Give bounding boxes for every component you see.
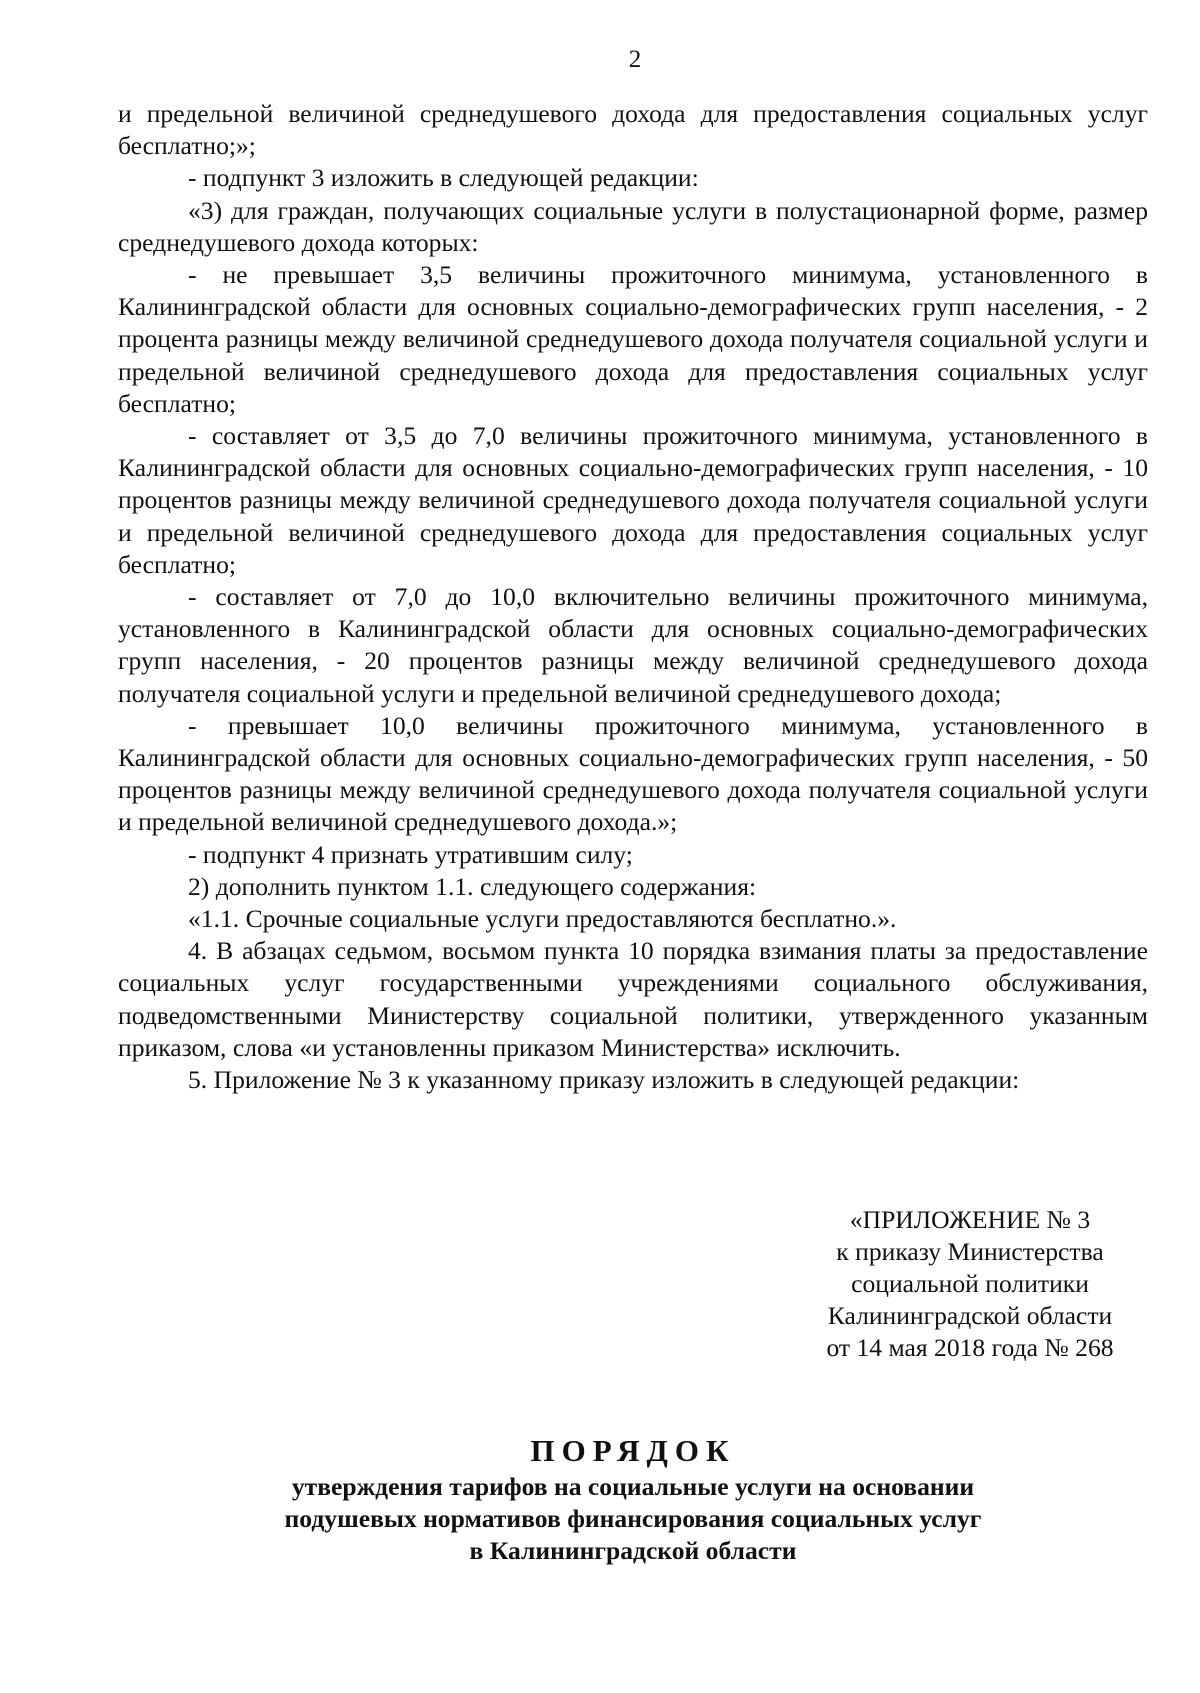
- paragraph: 5. Приложение № 3 к указанному приказу изложить в следующей редакции:: [188, 1065, 1020, 1095]
- appendix-date: от 14 мая 2018 года № 268: [826, 1333, 1114, 1362]
- subtitle-line: подушевых нормативов финансирования социальных услуг: [284, 1504, 982, 1533]
- paragraph: и предельной величиной среднедушевого дохода для предоставления социальных услуг бесплатно;»;: [118, 99, 1148, 161]
- paragraph: 2) дополнить пунктом 1.1. следующего содержания:: [188, 871, 757, 901]
- subtitle-line: утверждения тарифов на социальные услуги на основании: [291, 1472, 975, 1501]
- document-title-block: [118, 1431, 1148, 1567]
- appendix-header: [790, 1204, 1150, 1364]
- paragraph: - подпункт 4 признать утратившим силу;: [188, 839, 633, 869]
- document-body: [118, 98, 1148, 1096]
- appendix-line: к приказу Министерства: [836, 1237, 1104, 1266]
- document-title: ПОРЯДОК: [530, 1433, 736, 1468]
- paragraph: - подпункт 3 изложить в следующей редакции:: [188, 163, 699, 193]
- paragraph: «1.1. Срочные социальные услуги предоставляются бесплатно.».: [188, 904, 897, 934]
- document-subtitle: [118, 1471, 1148, 1567]
- paragraph: - составляет от 3,5 до 7,0 величины прожиточного минимума, установленного в Калининградской области для основных социально-демографических групп населения, - 10 процентов разницы между величиной среднедушевого дохода получателя социальной услуги и предельной величиной среднедушевого дохода для предоставления социальных услуг бесплатно;: [118, 421, 1148, 579]
- paragraph: - превышает 10,0 величины прожиточного минимума, установленного в Калининградской области для основных социально-демографических групп населения, - 50 процентов разницы между величиной среднедушевого дохода получателя социальной услуги и предельной величиной среднедушевого дохода.»;: [118, 710, 1148, 837]
- appendix-line: Калининградской области: [827, 1301, 1113, 1330]
- paragraph: - составляет от 7,0 до 10,0 включительно величины прожиточного минимума, установленного в Калининградской области для основных социально-демографических групп населения, - 20 процентов разницы между величиной среднедушевого дохода получателя социальной услуги и предельной величиной среднедушевого дохода;: [118, 582, 1148, 708]
- subtitle-line: в Калининградской области: [469, 1536, 797, 1565]
- paragraph: - не превышает 3,5 величины прожиточного минимума, установленного в Калининградской области для основных социально-демографических групп населения, - 2 процента разницы между величиной среднедушевого дохода получателя социальной услуги и предельной величиной среднедушевого дохода для предоставления социальных услуг бесплатно;: [118, 260, 1148, 418]
- appendix-title: «ПРИЛОЖЕНИЕ № 3: [849, 1205, 1091, 1234]
- appendix-line: социальной политики: [851, 1269, 1089, 1298]
- paragraph: 4. В абзацах седьмом, восьмом пункта 10 порядка взимания платы за предоставление социальных услуг государственными учреждениями социального обслуживания, подведомственными Министерству социальной политики, утвержденного указанным приказом, слова «и установленны приказом Министерства» исключить.: [118, 936, 1148, 1062]
- paragraph: «3) для граждан, получающих социальные услуги в полустационарной форме, размер среднедушевого дохода которых:: [118, 195, 1148, 257]
- page-number: 2: [628, 46, 642, 73]
